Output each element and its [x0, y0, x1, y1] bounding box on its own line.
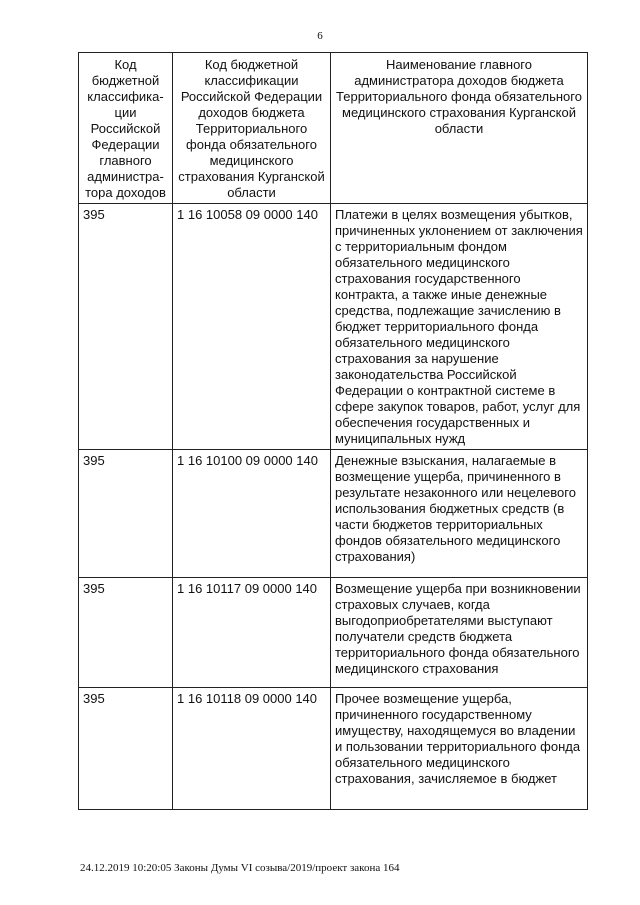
table-row [79, 204, 588, 450]
table-row [79, 578, 588, 688]
table-row [79, 450, 588, 578]
revenue-classification-table [78, 52, 588, 810]
cell-admin-code: 395 [79, 578, 173, 688]
page-number: 6 [317, 30, 323, 42]
table-header-row [79, 53, 588, 204]
cell-budget-code: 1 16 10058 09 0000 140 [173, 204, 331, 450]
cell-admin-code: 395 [79, 688, 173, 810]
cell-budget-code: 1 16 10117 09 0000 140 [173, 578, 331, 688]
cell-description: Прочее возмещение ущерба, причиненного государственному имуществу, находящемуся во владении и пользовании территориального фонда обязательного медицинского страхования, зачисляемое в бюджет [331, 688, 588, 810]
cell-admin-code: 395 [79, 204, 173, 450]
document-footer: 24.12.2019 10:20:05 Законы Думы VI созыва/2019/проект закона 164 [80, 862, 400, 874]
cell-description: Денежные взыскания, налагаемые в возмещение ущерба, причиненного в результате незаконного или нецелевого использования бюджетных средств (в части бюджетов территориальных фондов обязательного медицинского страхования) [331, 450, 588, 578]
header-admin-code: Код бюджетной классифика-ции Российской Федерации главного администра-тора доходов [79, 53, 173, 204]
cell-budget-code: 1 16 10118 09 0000 140 [173, 688, 331, 810]
cell-admin-code: 395 [79, 450, 173, 578]
cell-budget-code: 1 16 10100 09 0000 140 [173, 450, 331, 578]
cell-description: Возмещение ущерба при возникновении страховых случаев, когда выгодоприобретателями выступают получатели средств бюджета территориального фонда обязательного медицинского страхования [331, 578, 588, 688]
header-budget-code: Код бюджетной классификации Российской Федерации доходов бюджета Территориального фонда обязательного медицинского страхования Курганской области [173, 53, 331, 204]
table-row [79, 688, 588, 810]
cell-description: Платежи в целях возмещения убытков, причиненных уклонением от заключения с территориальным фондом обязательного медицинского страхования государственного контракта, а также иные денежные средства, подлежащие зачислению в бюджет территориального фонда обязательного медицинского страхования за нарушение законодательства Российской Федерации о контрактной системе в сфере закупок товаров, работ, услуг для обеспечения государственных и муниципальных нужд [331, 204, 588, 450]
header-admin-name: Наименование главного администратора доходов бюджета Территориального фонда обязательного медицинского страхования Курганской области [331, 53, 588, 204]
